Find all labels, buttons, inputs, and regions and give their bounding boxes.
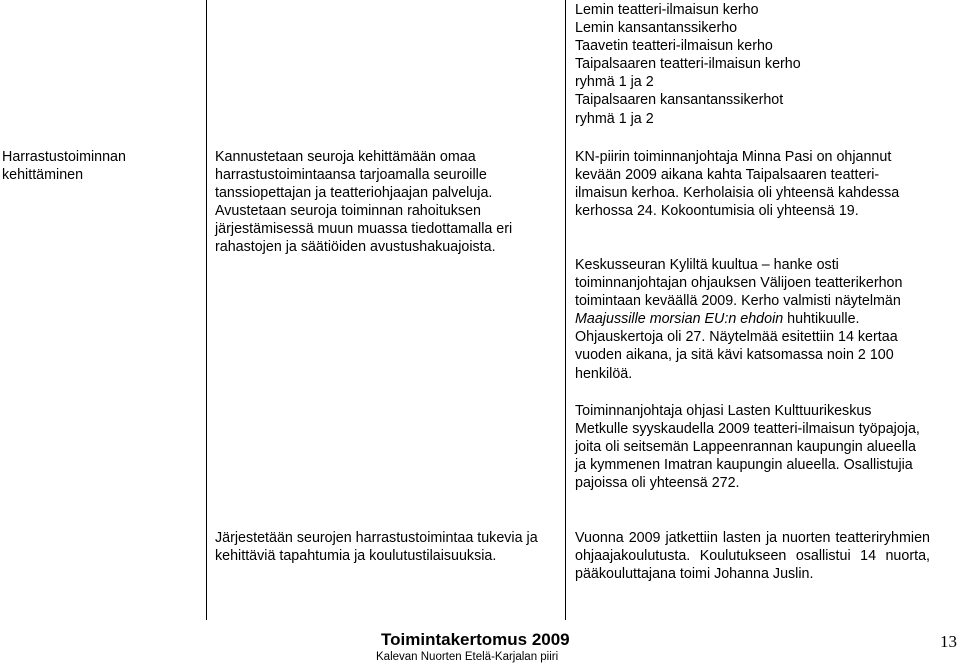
training-cell	[575, 529, 930, 583]
club-list	[575, 1, 875, 128]
column-divider-1	[206, 0, 207, 620]
club-item: Taipalsaaren teatteri-ilmaisun kerho	[575, 56, 801, 73]
goal-cell-2	[215, 529, 557, 565]
organization-name: Kalevan Nuorten Etelä-Karjalan piiri	[376, 651, 559, 663]
kylilta-paragraph	[575, 256, 927, 383]
page-number: 13	[940, 632, 957, 651]
kn-report-paragraph: KN-piirin toiminnanjohtaja Minna Pasi on ohjannut kevään 2009 aikana kahta Taipalsaaren teatteri-ilmaisun kerhoa. Kerholaisia oli yhteensä kahdessa kerhossa 24. Kokoontumisia oli yhteensä 19.	[575, 149, 900, 220]
kylilta-text-b: huhtikuulle. Ohjauskertoja oli 27. Näytelmää esitettiin 14 kertaa vuoden aikana, ja sitä kävi katsomassa noin 2 100 henkilöä.	[575, 311, 898, 382]
club-item: Taipalsaaren kansantanssikerhot	[575, 92, 784, 109]
club-item: ryhmä 1 ja 2	[575, 110, 654, 127]
topic-label: Harrastustoiminnan kehittäminen	[2, 149, 126, 184]
report-title: Toimintakertomus 2009	[381, 630, 570, 649]
club-item: ryhmä 1 ja 2	[575, 74, 654, 91]
metku-paragraph: Toiminnanjohtaja ohjasi Lasten Kulttuurikeskus Metkulle syyskaudella 2009 teatteri-ilmaisun työpajoja, joita oli seitsemän Lappeenrannan kaupungin alueella ja kymmenen Imatran kaupungin alueella. Osallistujia pajoissa oli yhteensä 272.	[575, 403, 920, 492]
goal-paragraph-2: Järjestetään seurojen harrastustoimintaa tukevia ja kehittäviä tapahtumia ja koulutustilaisuuksia.	[215, 530, 538, 565]
column-divider-2	[565, 0, 566, 620]
topic-cell	[2, 148, 202, 184]
club-item: Taavetin teatteri-ilmaisun kerho	[575, 38, 773, 55]
club-item: Lemin kansantanssikerho	[575, 20, 738, 37]
kn-report-cell	[575, 148, 915, 220]
goal-paragraph-1: Kannustetaan seuroja kehittämään omaa harrastustoimintaansa tarjoamalla seuroille tanssiopettajan ja teatteriohjaajan palveluja. Avustetaan seuroja toiminnan rahoituksen järjestämisessä muun muassa tiedottamalla eri rahastojen ja säätiöiden avustushakuajoista.	[215, 149, 513, 256]
kylilta-text-a: Keskusseuran Kyliltä kuultua – hanke osti toiminnanjohtajan ohjauksen Välijoen teatterikerhon toimintaan keväällä 2009. Kerho valmisti näytelmän	[575, 257, 903, 310]
goal-cell-1	[215, 148, 555, 257]
training-paragraph: Vuonna 2009 jatkettiin lasten ja nuorten teatteriryhmien ohjaajakoulutusta. Koulutukseen osallistui 14 nuorta, pääkouluttajana toimi Johanna Juslin.	[575, 530, 930, 583]
play-title: Maajussille morsian EU:n ehdoin	[575, 311, 784, 328]
metku-cell	[575, 402, 920, 492]
kylilta-cell	[575, 256, 927, 383]
club-item: Lemin teatteri-ilmaisun kerho	[575, 2, 759, 18]
